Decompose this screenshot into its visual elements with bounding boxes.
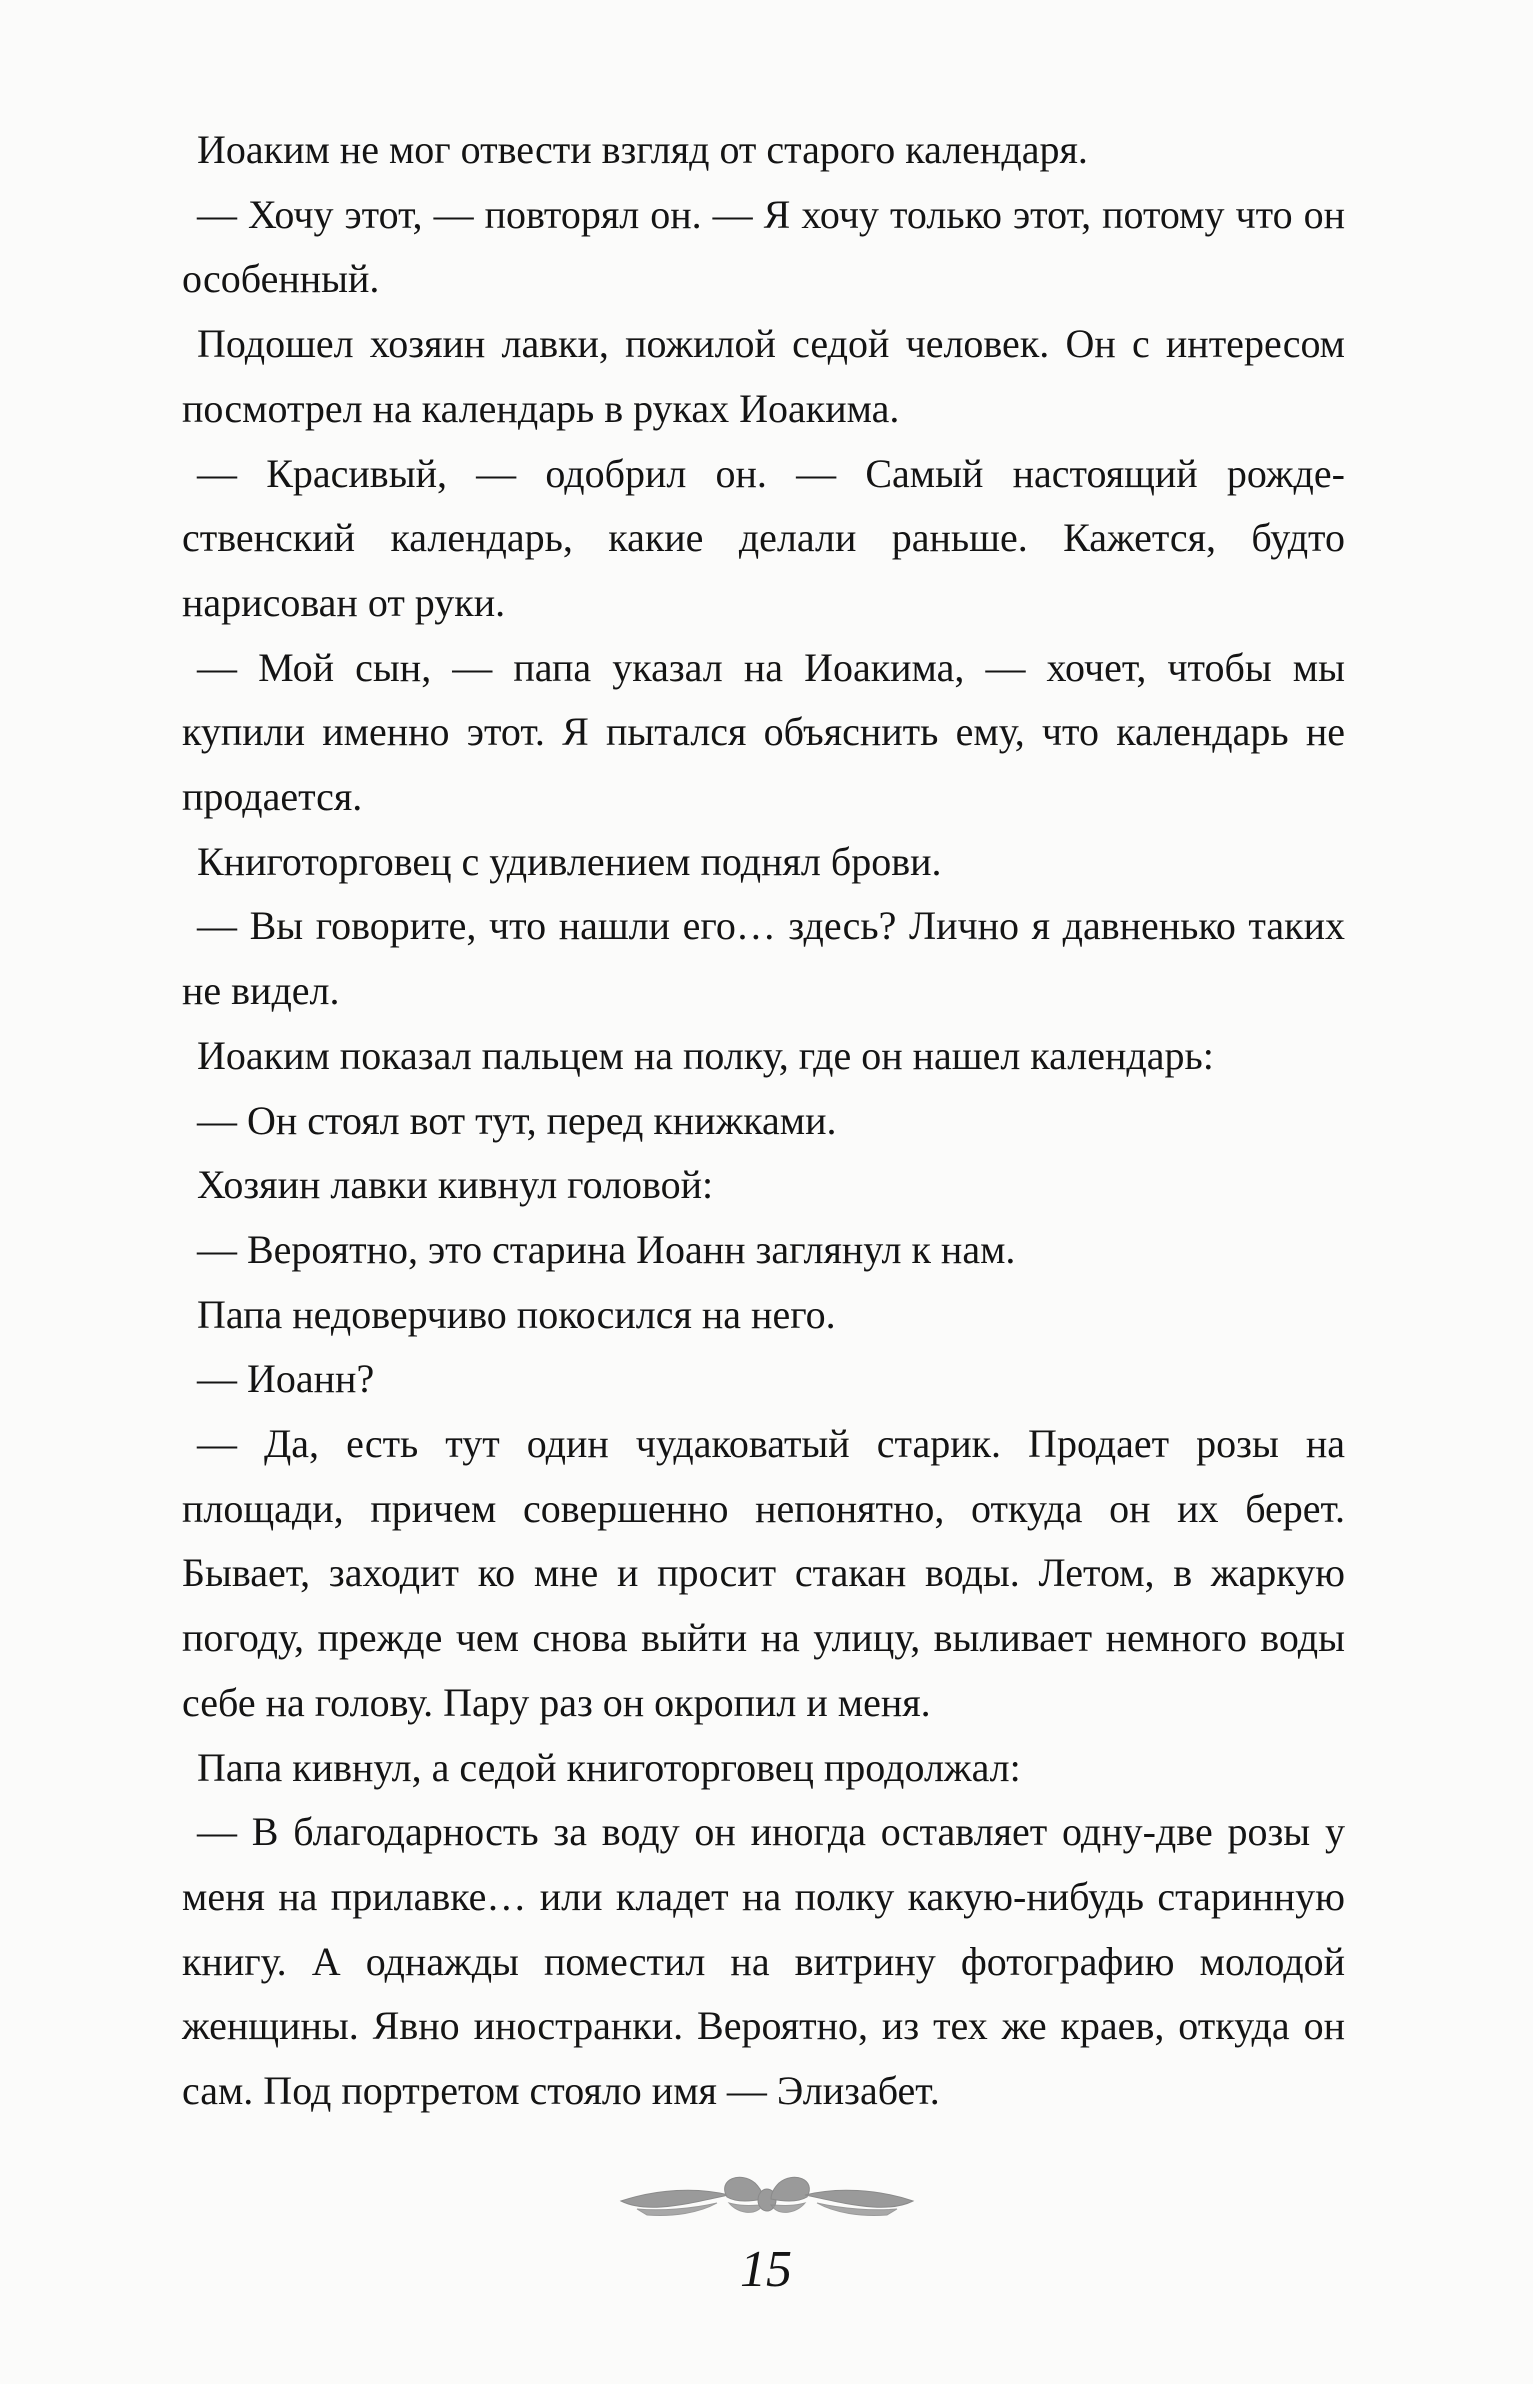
paragraph: Книготорговец с удивлением поднял брови. (197, 838, 942, 884)
paragraph: — Красивый, — одобрил он. — Самый настоящий рождественский календарь, какие делали раньше. Кажется, будто нарисован от руки. (182, 450, 1345, 625)
paragraph: — Вероятно, это старина Иоанн заглянул к нам. (197, 1226, 1016, 1272)
ribbon-bow-ornament-icon (617, 2165, 917, 2235)
paragraph: — В благодарность за воду он иногда оставляет одну-две розы у меня на прилавке… или кладет на полку какую-нибудь старинную книгу. А однажды поместил на витрину фотографию молодой женщины. Явно иностранки. Вероятно, из тех же краев, откуда он сам. Под портретом стояло имя — Элизабет. (182, 1809, 1345, 2114)
page-number: 15 (740, 2241, 792, 2298)
paragraph: — Мой сын, — папа указал на Иоакима, — хочет, чтобы мы купили именно этот. Я пытался объяснить ему, что календарь не продается. (182, 644, 1345, 820)
paragraph: Подошел хозяин лавки, пожилой седой человек. Он с интересом посмотрел на календарь в руках Иоакима. (182, 321, 1345, 431)
paragraph: Папа кивнул, а седой книготорговец продолжал: (197, 1744, 1021, 1790)
paragraph: — Да, есть тут один чудаковатый старик. Продает розы на площади, причем совершенно непонятно, откуда он их берет. Бывает, заходит ко мне и просит стакан воды. Летом, в жаркую погоду, прежде чем снова выйти на улицу, выливает немного воды себе на голову. Пару раз он окропил и меня. (182, 1421, 1345, 1725)
paragraph: — Вы говорите, что нашли его… здесь? Лично я давненько таких не видел. (182, 903, 1345, 1014)
paragraph: Иоаким не мог отвести взгляд от старого календаря. (197, 127, 1088, 172)
paragraph: Иоаким показал пальцем на полку, где он нашел календарь: (197, 1032, 1214, 1078)
paragraph: Хозяин лавки кивнул головой: (197, 1162, 714, 1208)
paragraph: — Хочу этот, — повторял он. — Я хочу только этот, потому что он особенный. (182, 191, 1345, 302)
body-text (182, 118, 1345, 2124)
paragraph: — Иоанн? (197, 1356, 375, 1402)
paragraph: Папа недоверчиво покосился на него. (197, 1291, 836, 1337)
paragraph: — Он стоял вот тут, перед книжками. (197, 1097, 837, 1143)
